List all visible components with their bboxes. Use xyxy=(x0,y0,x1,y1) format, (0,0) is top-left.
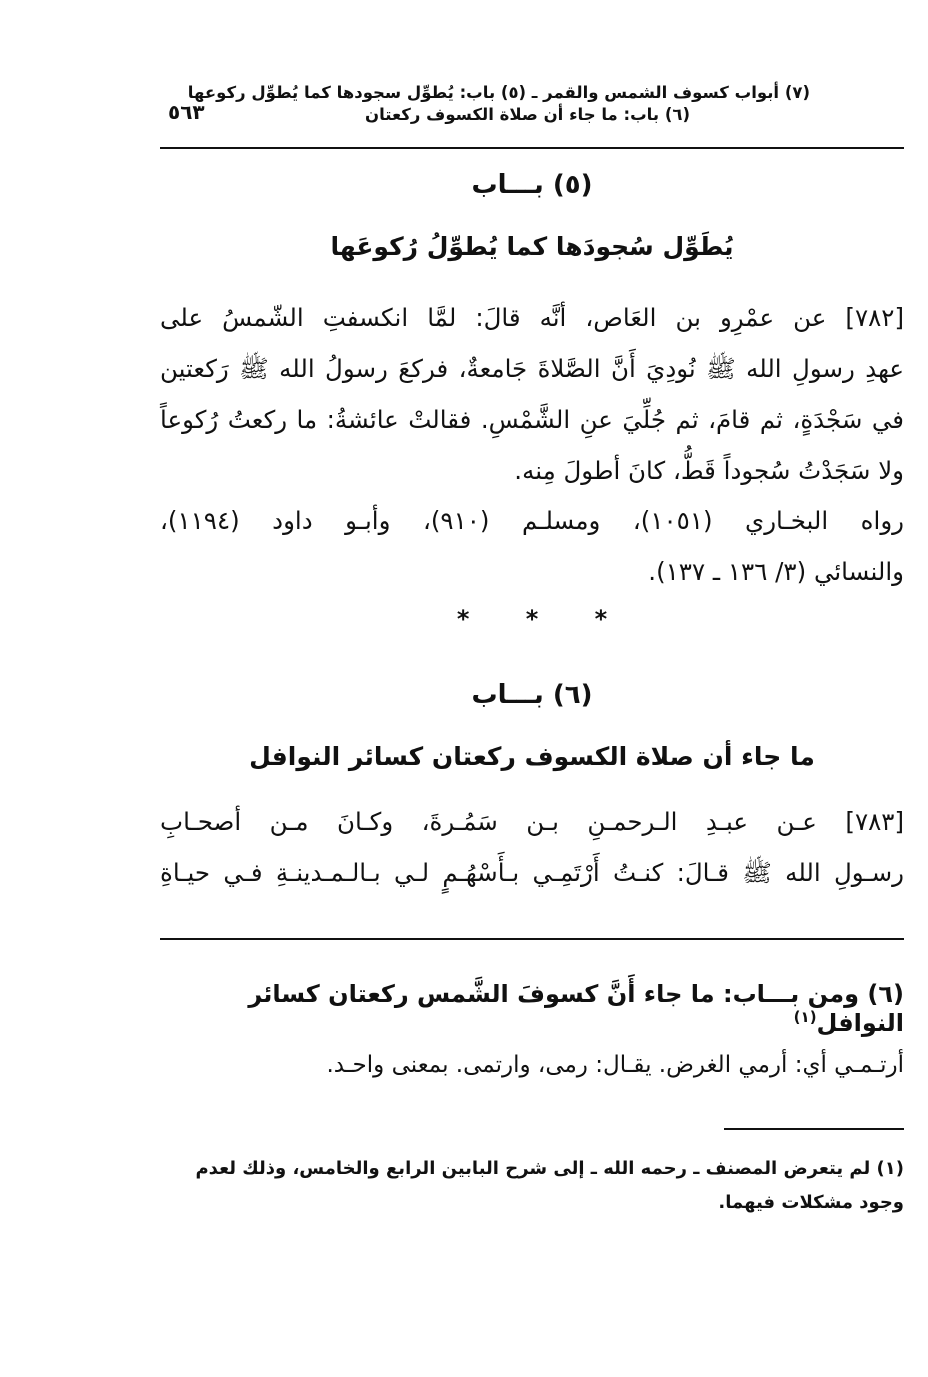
commentary-heading xyxy=(160,980,904,1037)
hadith-783-line: رسـولِ الله ﷺ قـالَ: كنـتُ أَرْتَمِـي بـأَسْهُـمٍ لـي بـالـمـدينـةِ فـي حيـاةِ xyxy=(160,858,904,887)
commentary-divider xyxy=(160,938,904,940)
hadith-782-line: [٧٨٢] عن عمْرِو بن العَاص، أنَّه قالَ: لمَّا انكسفتِ الشّمسُ على xyxy=(160,303,904,332)
hadith-782 xyxy=(160,292,904,496)
hadith-782-line: ولا سَجَدْتُ سُجوداً قَطُّ، كانَ أطولَ مِنه. xyxy=(514,456,904,485)
hadith-783-line: [٧٨٣] عـن عبـدِ الـرحمـنِ بـن سَمُـرةَ، وكـانَ مـن أصحـابِ xyxy=(160,807,904,836)
running-header-line2: (٦) باب: ما جاء أن صلاة الكسوف ركعتان xyxy=(364,105,690,124)
page-number: ٥٦٣ xyxy=(168,100,205,124)
takhrij-782 xyxy=(160,495,904,597)
commentary-heading-text: (٦) ومن بـــاب: ما جاء أَنَّ كسوفَ الشَّمس ركعتان كسائر النوافل xyxy=(248,980,904,1037)
footnote-divider xyxy=(724,1128,904,1130)
running-header-line1: (٧) أبواب كسوف الشمس والقمر ـ (٥) باب: يُطوِّل سجودها كما يُطوِّل ركوعها xyxy=(187,83,810,102)
section-separator: * * * xyxy=(456,605,608,633)
chapter-subtitle-5: يُطَوِّل سُجودَها كما يُطوِّلُ رُكوعَها xyxy=(330,232,734,261)
hadith-782-line: عهدِ رسولِ الله ﷺ نُودِيَ أَنَّ الصَّلاةَ جَامعةٌ، فركعَ رسولُ الله ﷺ رَكعتين xyxy=(160,354,904,383)
header-divider xyxy=(160,147,904,149)
hadith-783 xyxy=(160,796,904,898)
chapter-title-5: (٥) بـــاب xyxy=(471,170,593,200)
footnote: (١) لم يتعرض المصنف ـ رحمه الله ـ إلى شرح البابين الرابع والخامس، وذلك لعدم وجود مشكلات فيهما. xyxy=(195,1158,904,1213)
takhrij-line: والنسائي (٣/ ١٣٦ ـ ١٣٧). xyxy=(648,557,904,586)
footnote-marker: (١) xyxy=(793,1008,817,1026)
running-header xyxy=(160,82,810,126)
commentary-text: أرتـمـي أي: أرمي الغرض. يقـال: رمى، وارتمى. بمعنى واحـد. xyxy=(326,1052,904,1078)
chapter-title-6: (٦) بـــاب xyxy=(471,680,593,710)
hadith-782-line: في سَجْدَةٍ، ثم قامَ، ثم جُلِّيَ عنِ الشَّمْسِ. فقالتْ عائشةُ: ما ركعتُ رُكوعاً xyxy=(160,405,904,434)
chapter-subtitle-6: ما جاء أن صلاة الكسوف ركعتان كسائر النوافل xyxy=(249,742,815,771)
takhrij-line: رواه البخـاري (١٠٥١)، ومسلـم (٩١٠)، وأبـو داود (١١٩٤)، xyxy=(160,506,904,535)
